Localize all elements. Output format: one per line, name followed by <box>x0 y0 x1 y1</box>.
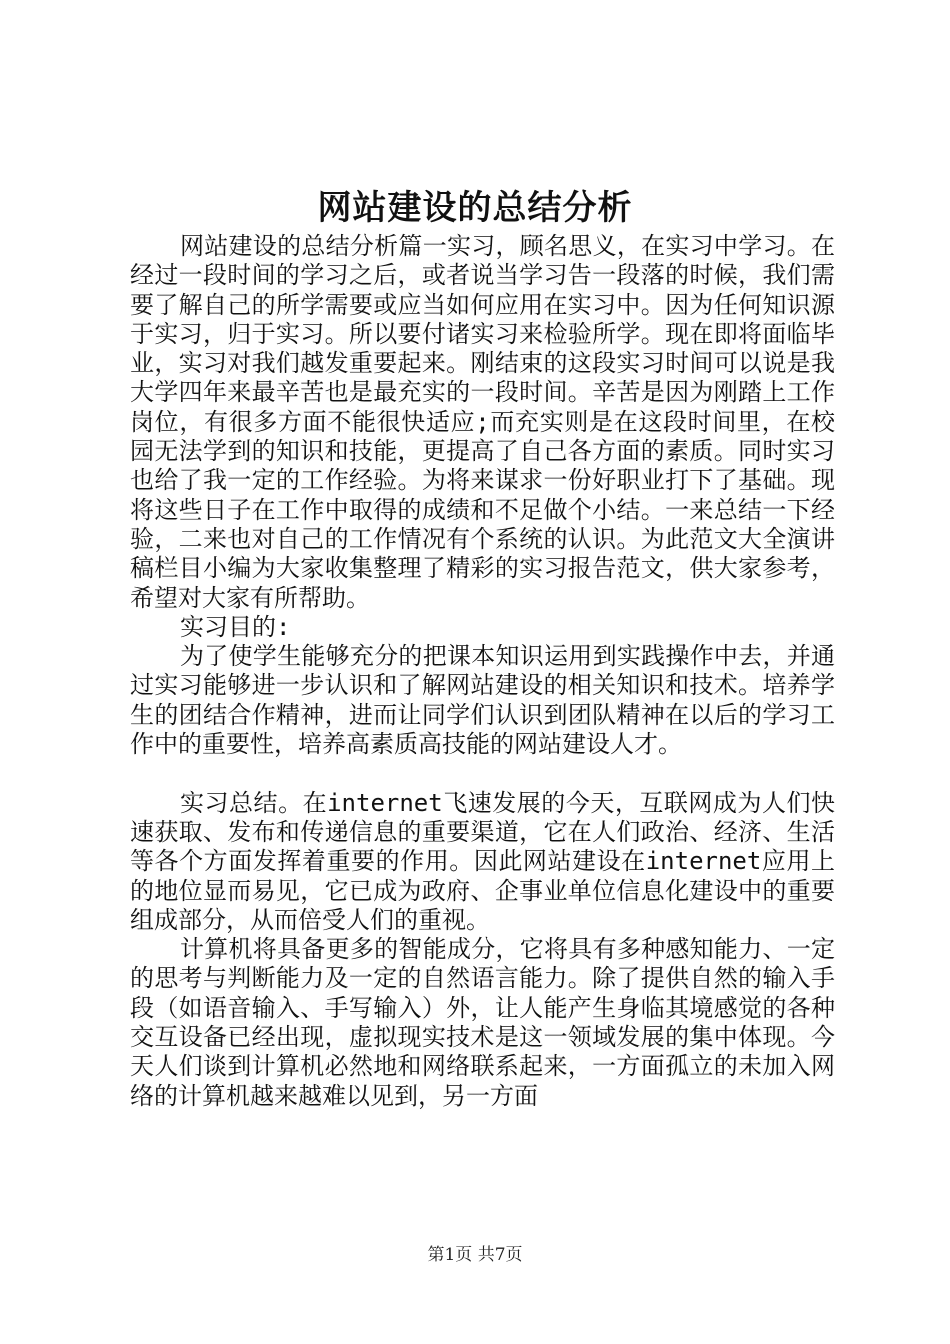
page-footer: 第1页 共7页 <box>427 1245 523 1265</box>
paragraph-intro: 网站建设的总结分析篇一实习，顾名思义，在实习中学习。在经过一段时间的学习之后，或者说当学习告一段落的时候，我们需要了解自己的所学需要或应当如何应用在实习中。因为任何知识源于实习，归于实习。所以要付诸实习来检验所学。现在即将面临毕业，实习对我们越发重要起来。刚结束的这段实习时间可以说是我大学四年来最辛苦也是最充实的一段时间。辛苦是因为刚踏上工作岗位，有很多方面不能很快适应;而充实则是在这段时间里，在校园无法学到的知识和技能，更提高了自己各方面的素质。同时实习也给了我一定的工作经验。为将来谋求一份好职业打下了基础。现将这些日子在工作中取得的成绩和不足做个小结。一来总结一下经验，二来也对自己的工作情况有个系统的认识。为此范文大全演讲稿栏目小编为大家收集整理了精彩的实习报告范文，供大家参考，希望对大家有所帮助。 <box>130 232 835 612</box>
document-body <box>130 232 835 1111</box>
paragraph-purpose: 为了使学生能够充分的把课本知识运用到实践操作中去，并通过实习能够进一步认识和了解网站建设的相关知识和技术。培养学生的团结合作精神，进而让同学们认识到团队精神在以后的学习工作中的重要性，培养高素质高技能的网站建设人才。 <box>130 642 835 759</box>
paragraph-spacer <box>130 759 835 788</box>
paragraph-computing: 计算机将具备更多的智能成分，它将具有多种感知能力、一定的思考与判断能力及一定的自然语言能力。除了提供自然的输入手段（如语音输入、手写输入）外，让人能产生身临其境感觉的各种交互设备已经出现，虚拟现实技术是这一领域发展的集中体现。今天人们谈到计算机必然地和网络联系起来，一方面孤立的未加入网络的计算机越来越难以见到，另一方面 <box>130 935 835 1110</box>
document-title: 网站建设的总结分析 <box>317 188 633 228</box>
paragraph-purpose-heading: 实习目的: <box>180 612 291 641</box>
paragraph-summary: 实习总结。在internet飞速发展的今天，互联网成为人们快速获取、发布和传递信息的重要渠道，它在人们政治、经济、生活等各个方面发挥着重要的作用。因此网站建设在internet应用上的地位显而易见，它已成为政府、企事业单位信息化建设中的重要组成部分，从而倍受人们的重视。 <box>130 788 835 934</box>
